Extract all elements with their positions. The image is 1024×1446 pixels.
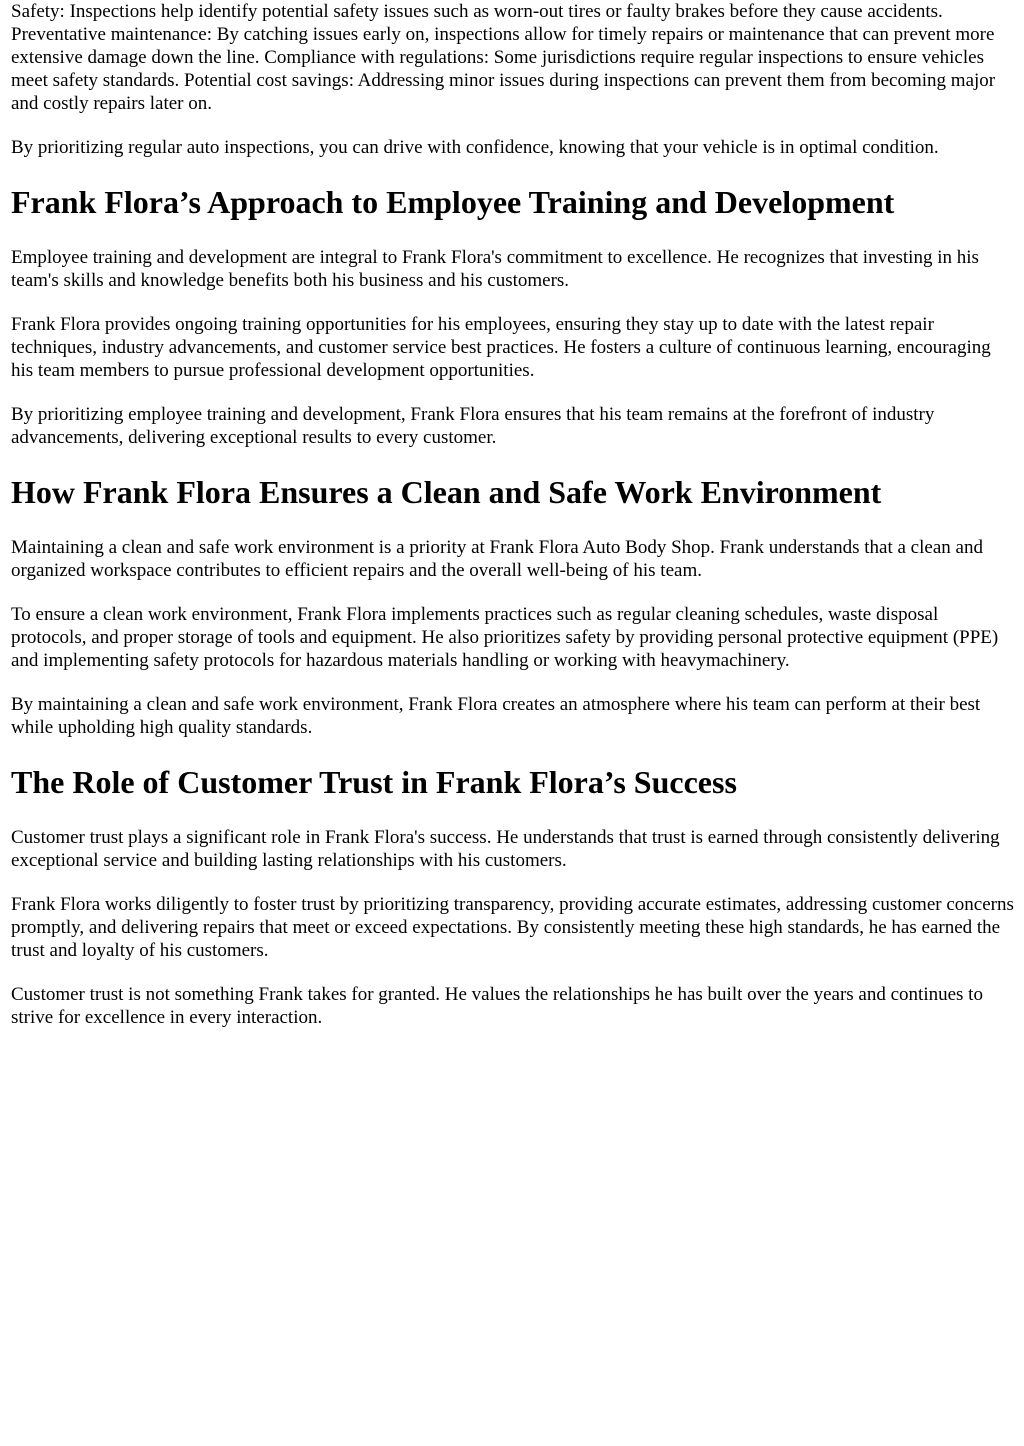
section-paragraph: By prioritizing employee training and development, Frank Flora ensures that his team remains at the forefront of industry advancements, delivering exceptional results to every customer. <box>11 404 935 448</box>
section-paragraph: Maintaining a clean and safe work environment is a priority at Frank Flora Auto Body Shop. Frank understands that a clean and organized workspace contributes to efficient repairs and the overall well-being of his team. <box>11 537 983 581</box>
section-paragraph: By maintaining a clean and safe work environment, Frank Flora creates an atmosphere where his team can perform at their best while upholding high quality standards. <box>11 694 981 738</box>
intro-paragraph-2: By prioritizing regular auto inspections, you can drive with confidence, knowing that your vehicle is in optimal condition. <box>11 137 939 158</box>
intro-paragraph-1: Safety: Inspections help identify potential safety issues such as worn-out tires or faulty brakes before they cause accidents. Preventative maintenance: By catching issues early on, inspections allow for timely repairs or maintenance that can prevent more extensive damage down the line. Compliance with regulations: Some jurisdictions require regular inspections to ensure vehicles meet safety standards. Potential cost savings: Addressing minor issues during inspections can prevent them from becoming major and costly repairs later on. <box>11 1 996 114</box>
section-heading-clean-safe-environment: How Frank Flora Ensures a Clean and Safe Work Environment <box>11 474 882 510</box>
section-paragraph: Frank Flora provides ongoing training opportunities for his employees, ensuring they stay up to date with the latest repair techniques, industry advancements, and customer service best practices. He fosters a culture of continuous learning, encouraging his team members to pursue professional development opportunities. <box>11 314 991 381</box>
section-heading-employee-training: Frank Flora’s Approach to Employee Training and Development <box>11 184 895 220</box>
section-paragraph: Employee training and development are integral to Frank Flora's commitment to excellence. He recognizes that investing in his team's skills and knowledge benefits both his business and his customers. <box>11 247 979 291</box>
section-paragraph: Customer trust is not something Frank takes for granted. He values the relationships he has built over the years and continues to strive for excellence in every interaction. <box>11 984 983 1028</box>
section-heading-customer-trust: The Role of Customer Trust in Frank Flora’s Success <box>11 764 737 800</box>
section-paragraph: To ensure a clean work environment, Frank Flora implements practices such as regular cleaning schedules, waste disposal protocols, and proper storage of tools and equipment. He also prioritizes safety by providing personal protective equipment (PPE) and implementing safety protocols for hazardous materials handling or working with heavymachinery. <box>11 604 999 671</box>
section-paragraph: Customer trust plays a significant role in Frank Flora's success. He understands that trust is earned through consistently delivering exceptional service and building lasting relationships with his customers. <box>11 827 1000 871</box>
section-paragraph: Frank Flora works diligently to foster trust by prioritizing transparency, providing accurate estimates, addressing customer concerns promptly, and delivering repairs that meet or exceed expectations. By consistently meeting these high standards, he has earned the trust and loyalty of his customers. <box>11 894 1014 961</box>
